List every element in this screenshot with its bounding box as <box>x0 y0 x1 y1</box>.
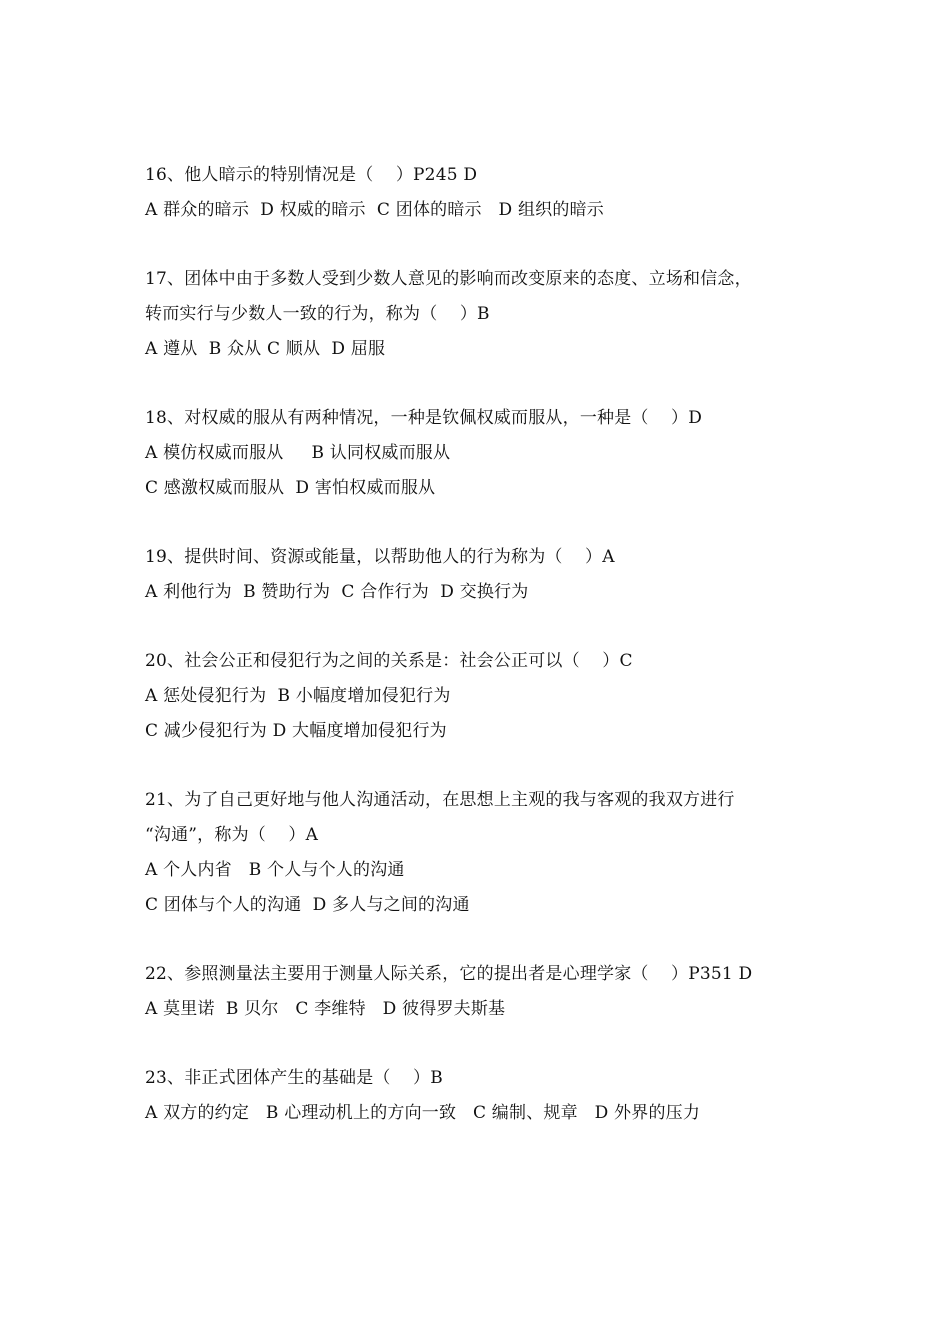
question-options: A 利他行为 B 赞助行为 C 合作行为 D 交换行为 <box>145 582 529 602</box>
question-stem: 18、对权威的服从有两种情况，一种是钦佩权威而服从，一种是（ ）D <box>145 408 703 428</box>
question-stem-continued: 转而实行与少数人一致的行为，称为（ ）B <box>145 304 490 324</box>
question-list <box>145 158 845 1165</box>
question-options: A 群众的暗示 D 权威的暗示 C 团体的暗示 D 组织的暗示 <box>145 200 604 220</box>
question-options: A 惩处侵犯行为 B 小幅度增加侵犯行为 <box>145 686 451 706</box>
question-18 <box>145 401 845 506</box>
question-stem: 22、参照测量法主要用于测量人际关系，它的提出者是心理学家（ ）P351 D <box>145 964 753 984</box>
question-options: A 遵从 B 众从 C 顺从 D 屈服 <box>145 339 386 359</box>
question-options: A 双方的约定 B 心理动机上的方向一致 C 编制、规章 D 外界的压力 <box>145 1103 701 1123</box>
question-options: A 莫里诺 B 贝尔 C 李维特 D 彼得罗夫斯基 <box>145 999 506 1019</box>
question-options: A 模仿权威而服从 B 认同权威而服从 <box>145 443 451 463</box>
question-stem: 23、非正式团体产生的基础是（ ）B <box>145 1068 443 1088</box>
question-20 <box>145 644 845 749</box>
question-stem: 21、为了自己更好地与他人沟通活动，在思想上主观的我与客观的我双方进行 <box>145 790 735 810</box>
question-stem: 17、团体中由于多数人受到少数人意见的影响而改变原来的态度、立场和信念， <box>145 269 752 289</box>
question-options: C 团体与个人的沟通 D 多人与之间的沟通 <box>145 895 470 915</box>
question-17 <box>145 262 845 367</box>
question-stem: 19、提供时间、资源或能量，以帮助他人的行为称为（ ）A <box>145 547 615 567</box>
question-options: C 感激权威而服从 D 害怕权威而服从 <box>145 478 436 498</box>
question-options: A 个人内省 B 个人与个人的沟通 <box>145 860 405 880</box>
question-22 <box>145 957 845 1027</box>
question-stem: 16、他人暗示的特别情况是（ ）P245 D <box>145 165 478 185</box>
question-stem: 20、社会公正和侵犯行为之间的关系是：社会公正可以（ ）C <box>145 651 633 671</box>
question-19 <box>145 540 845 610</box>
question-options: C 减少侵犯行为 D 大幅度增加侵犯行为 <box>145 721 447 741</box>
question-stem-continued: “沟通”，称为（ ）A <box>145 825 319 845</box>
question-16 <box>145 158 845 228</box>
question-23 <box>145 1061 845 1131</box>
question-21 <box>145 783 845 923</box>
